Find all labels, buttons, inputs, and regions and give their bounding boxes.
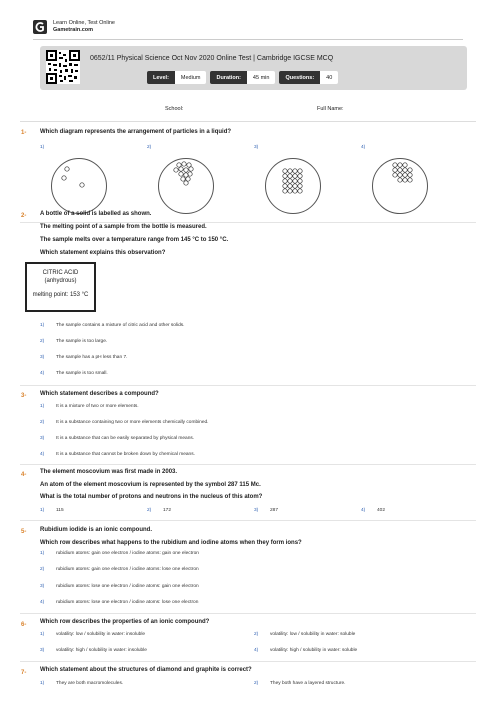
divider <box>20 661 476 662</box>
option-text: 402 <box>377 508 386 513</box>
meta-value: Medium <box>175 71 207 84</box>
test-meta <box>147 71 338 84</box>
option-text: volatility: high / solubility in water: insoluble <box>56 648 147 653</box>
option-text: rubidium atoms: gain one electron / iodine atoms: gain one electron <box>56 551 199 556</box>
question-text: Which statement describes a compound? <box>40 391 159 397</box>
question-line: The sample melts over a temperature range from 145 °C to 150 °C. <box>40 237 229 243</box>
meta-value: 45 min <box>247 71 276 84</box>
brand-site[interactable]: Gametrain.com <box>53 27 94 33</box>
option[interactable] <box>147 508 171 513</box>
option[interactable] <box>40 323 185 328</box>
meta-key: Duration: <box>210 71 246 84</box>
option-text: rubidium atoms: lose one electron / iodine atoms: lose one electron <box>56 600 199 605</box>
option-text: 287 <box>270 508 279 513</box>
question-number: 2- <box>21 213 27 219</box>
option-label[interactable] <box>40 145 56 150</box>
level-pill <box>147 71 206 84</box>
option[interactable] <box>40 567 199 572</box>
test-title: 0652/11 Physical Science Oct Nov 2020 Online Test | Cambridge IGCSE MCQ <box>90 55 334 62</box>
option[interactable] <box>40 648 147 653</box>
question-number: 1- <box>21 130 27 136</box>
option-number: 2) <box>147 145 152 150</box>
option-number: 2) <box>254 632 259 637</box>
brand <box>33 20 115 34</box>
option-text: It is a mixture of two or more elements. <box>56 404 139 409</box>
question-line: What is the total number of protons and neutrons in the nucleus of this atom? <box>40 494 263 500</box>
divider <box>20 121 476 122</box>
option-number: 2) <box>254 681 259 686</box>
divider <box>20 520 476 521</box>
option-number: 1) <box>40 551 45 556</box>
particle-diagram-solid[interactable] <box>265 158 321 214</box>
question-line: Which row describes what happens to the rubidium and iodine atoms when they form ions? <box>40 540 302 546</box>
option-number: 2) <box>40 339 45 344</box>
option-text: The sample has a pH less than 7. <box>56 355 128 360</box>
option-text: volatility: high / solubility in water: soluble <box>270 648 358 653</box>
option-number: 2) <box>147 508 152 513</box>
option-number: 3) <box>254 145 259 150</box>
question-line: Which statement explains this observation? <box>40 250 166 256</box>
particle-diagram-clustered[interactable] <box>372 158 428 214</box>
option-number: 4) <box>361 508 366 513</box>
option[interactable] <box>40 681 123 686</box>
test-header <box>40 46 467 90</box>
option-number: 1) <box>40 681 45 686</box>
option-label[interactable] <box>254 145 270 150</box>
option-number: 3) <box>40 436 45 441</box>
option-label[interactable] <box>361 145 377 150</box>
question-text: Which diagram represents the arrangement of particles in a liquid? <box>40 129 232 135</box>
question-number: 4- <box>21 472 27 478</box>
meta-key: Questions: <box>279 71 320 84</box>
option[interactable] <box>254 632 355 637</box>
option-label[interactable] <box>147 145 163 150</box>
gametrain-logo-icon <box>33 20 47 34</box>
option[interactable] <box>40 420 209 425</box>
option[interactable] <box>40 632 145 637</box>
question-text: Which statement about the structures of diamond and graphite is correct? <box>40 667 252 673</box>
option-number: 1) <box>40 404 45 409</box>
option-text: The sample contains a mixture of citric acid and other solids. <box>56 323 185 328</box>
option-text: The sample is too large. <box>56 339 108 344</box>
option[interactable] <box>40 452 195 457</box>
label-line: melting point: 153 °C <box>32 292 89 298</box>
questions-pill <box>279 71 338 84</box>
qr-code-icon <box>46 50 80 84</box>
divider <box>20 385 476 386</box>
particle-diagram-gas[interactable] <box>51 158 107 214</box>
question-number: 5- <box>21 529 27 535</box>
brand-tagline: Learn Online, Test Online <box>53 20 115 26</box>
meta-key: Level: <box>147 71 175 84</box>
option-text: It is a substance that can be easily separated by physical means. <box>56 436 195 441</box>
option[interactable] <box>40 436 194 441</box>
option[interactable] <box>40 551 199 556</box>
divider <box>33 39 463 40</box>
option-text: rubidium atoms: lose one electron / iodine atoms: gain one electron <box>56 584 199 589</box>
question-number: 6- <box>21 622 27 628</box>
question-number: 7- <box>21 670 27 676</box>
option[interactable] <box>254 508 278 513</box>
option-text: The sample is too small. <box>56 371 108 376</box>
option[interactable] <box>254 648 357 653</box>
option[interactable] <box>40 339 107 344</box>
option-number: 4) <box>361 145 366 150</box>
question-number: 3- <box>21 393 27 399</box>
divider <box>20 464 476 465</box>
option-text: It is a substance that cannot be broken down by chemical means. <box>56 452 195 457</box>
option-number: 1) <box>40 508 45 513</box>
fullname-field-label: Full Name: <box>317 106 344 112</box>
option-text: They both have a layered structure. <box>270 681 346 686</box>
option-number: 2) <box>40 420 45 425</box>
option-number: 3) <box>40 584 45 589</box>
option[interactable] <box>40 584 199 589</box>
duration-pill <box>210 71 275 84</box>
question-line: A bottle of a solid is labelled as shown. <box>40 211 152 217</box>
question-line: The element moscovium was first made in 2003. <box>40 469 178 475</box>
option[interactable] <box>40 371 108 376</box>
question-line: An atom of the element moscovium is represented by the symbol 287 115 Mc. <box>40 482 261 488</box>
question-text: Which row describes the properties of an ionic compound? <box>40 619 210 625</box>
option-number: 4) <box>40 600 45 605</box>
label-line: CITRIC ACID <box>42 270 79 276</box>
question-line: The melting point of a sample from the bottle is measured. <box>40 224 207 230</box>
option-text: volatility: low / solubility in water: insoluble <box>56 632 146 637</box>
option[interactable] <box>361 508 385 513</box>
divider <box>20 613 476 614</box>
option-number: 3) <box>254 508 259 513</box>
citric-acid-label <box>25 262 96 312</box>
label-line: (anhydrous) <box>44 278 77 284</box>
question-line: Rubidium iodide is an ionic compound. <box>40 527 152 533</box>
option[interactable] <box>254 681 345 686</box>
option-number: 1) <box>40 323 45 328</box>
meta-value: 40 <box>320 71 338 84</box>
option-number: 1) <box>40 145 45 150</box>
option-text: They are both macromolecules. <box>56 681 124 686</box>
school-field-label: School: <box>165 106 184 112</box>
option-text: rubidium atoms: gain one electron / iodine atoms: lose one electron <box>56 567 199 572</box>
option-text: volatility: low / solubility in water: soluble <box>270 632 356 637</box>
option-text: It is a substance containing two or more elements chemically combined. <box>56 420 209 425</box>
option-number: 4) <box>40 371 45 376</box>
option[interactable] <box>40 600 198 605</box>
option-text: 172 <box>163 508 172 513</box>
particle-diagram-liquid[interactable] <box>158 158 214 214</box>
option-number: 3) <box>40 355 45 360</box>
option-text: 115 <box>56 508 64 513</box>
option-number: 2) <box>40 567 45 572</box>
option[interactable] <box>40 508 64 513</box>
option-number: 4) <box>40 452 45 457</box>
option[interactable] <box>40 355 127 360</box>
option-number: 4) <box>254 648 259 653</box>
option-number: 1) <box>40 632 45 637</box>
option[interactable] <box>40 404 139 409</box>
option-number: 3) <box>40 648 45 653</box>
